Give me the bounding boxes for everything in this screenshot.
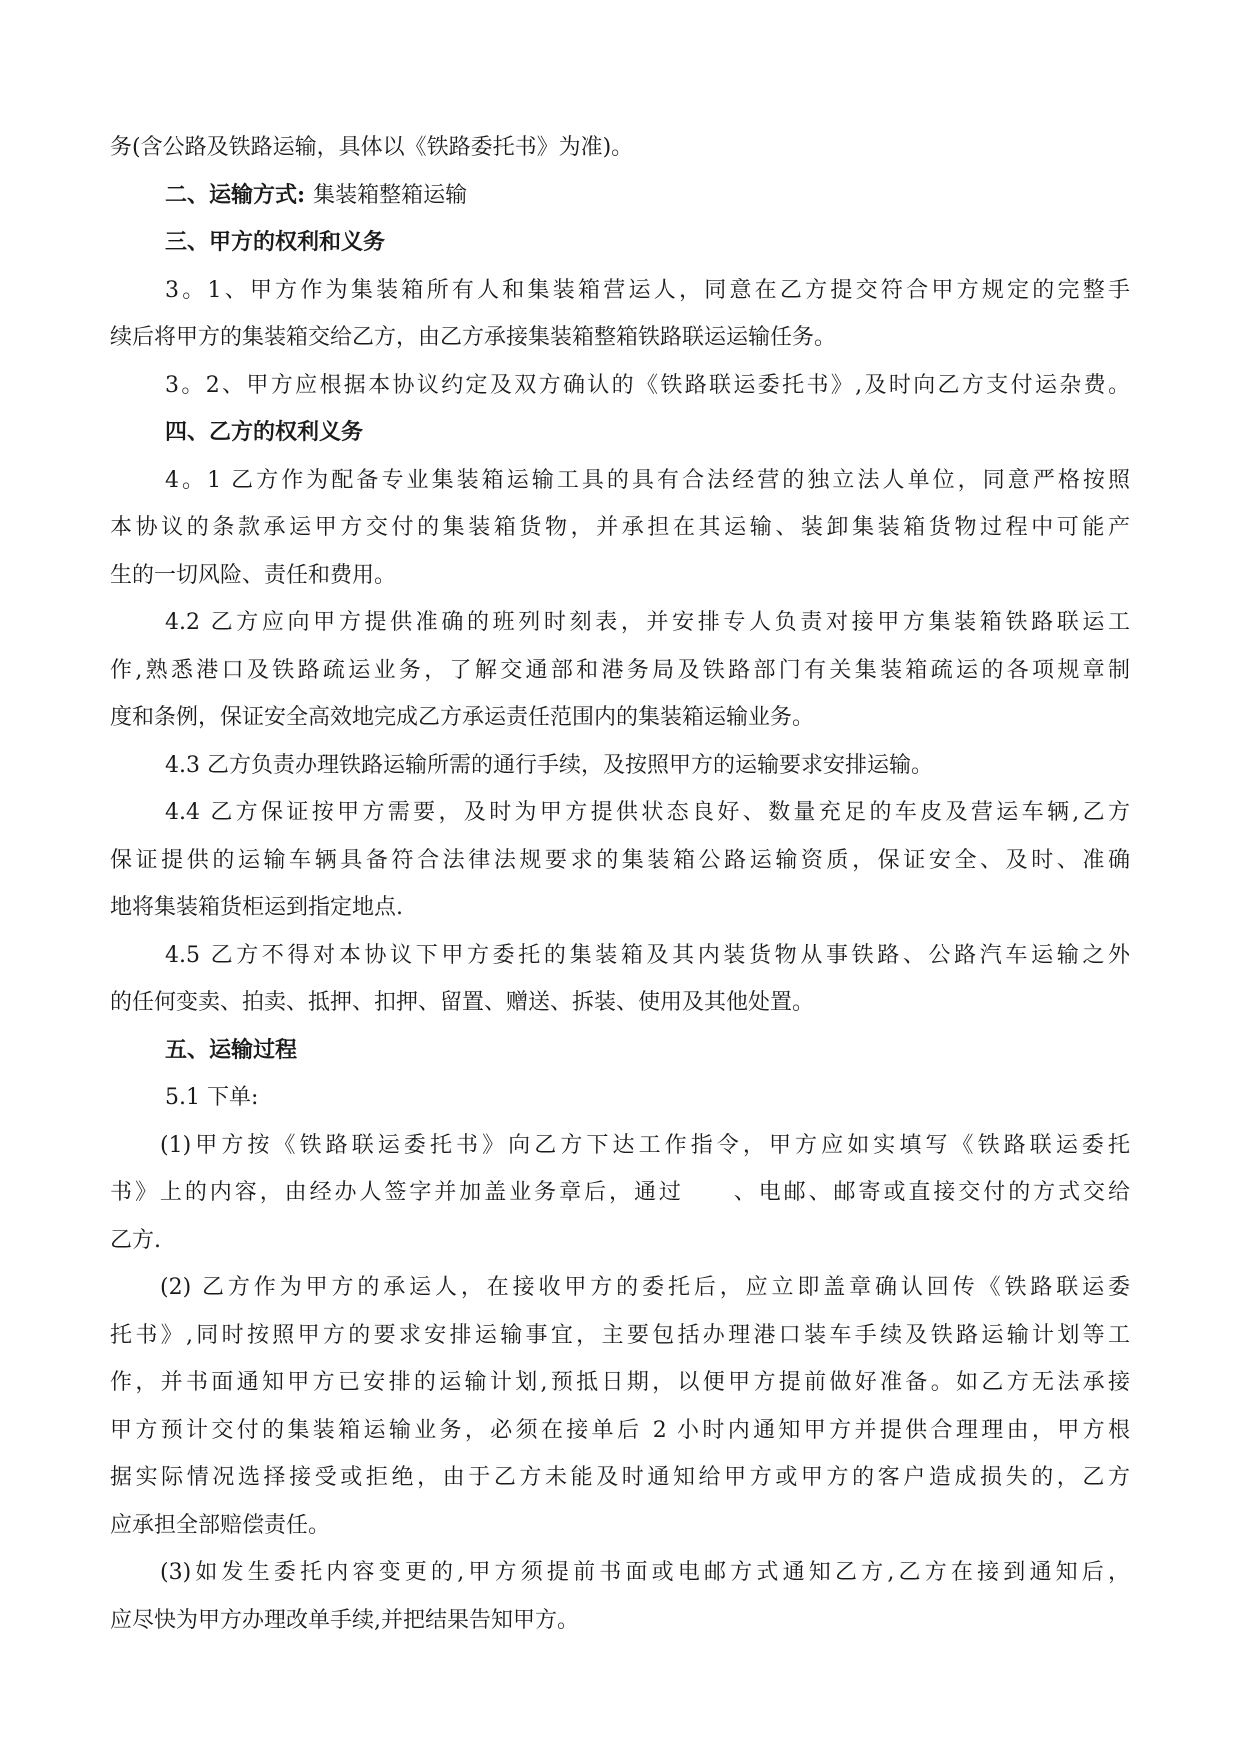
clause-3-2-line: 3。2、甲方应根据本协议约定及双方确认的《铁路联运委托书》,及时向乙方支付运杂费。 <box>165 372 1130 398</box>
item-3-line: 应尽快为甲方办理改单手续,并把结果告知甲方。 <box>110 1607 579 1633</box>
clause-4-2-line: 作,熟悉港口及铁路疏运业务，了解交通部和港务局及铁路部门有关集装箱疏运的各项规章制 <box>110 657 1130 683</box>
item-2-line: 作，并书面通知甲方已安排的运输计划,预抵日期，以便甲方提前做好准备。如乙方无法承接 <box>110 1370 1130 1395</box>
section-2-body: 集装箱整箱运输 <box>313 182 468 208</box>
item-2-line: 应承担全部赔偿责任。 <box>110 1512 331 1538</box>
clause-3-1-line: 续后将甲方的集装箱交给乙方，由乙方承接集装箱整箱铁路联运运输任务。 <box>110 325 837 350</box>
section-2-line <box>110 172 1130 220</box>
clause-4-3-line: 4.3 乙方负责办理铁路运输所需的通行手续，及按照甲方的运输要求安排运输。 <box>165 752 933 778</box>
clause-4-4-line: 保证提供的运输车辆具备符合法律法规要求的集装箱公路运输资质，保证安全、及时、准确 <box>110 847 1130 873</box>
clause-3-1-line: 3。1、甲方作为集装箱所有人和集装箱营运人，同意在乙方提交符合甲方规定的完整手 <box>165 277 1130 303</box>
clause-4-4-line: 地将集装箱货柜运到指定地点. <box>110 895 403 920</box>
clause-4-1-line: 4。1 乙方作为配备专业集装箱运输工具的具有合法经营的独立法人单位，同意严格按照 <box>165 467 1130 493</box>
section-4-heading: 四、乙方的权利义务 <box>165 419 364 445</box>
clause-4-5-line: 的任何变卖、拍卖、抵押、扣押、留置、赠送、拆装、使用及其他处置。 <box>110 990 815 1015</box>
item-1-line: (1)甲方按《铁路联运委托书》向乙方下达工作指令，甲方应如实填写《铁路联运委托 <box>160 1132 1130 1158</box>
item-2-line: 托书》,同时按照甲方的要求安排运输事宜，主要包括办理港口装车手续及铁路运输计划等工 <box>110 1322 1130 1348</box>
section-3-heading: 三、甲方的权利和义务 <box>165 229 386 255</box>
clause-4-2-line: 4.2 乙方应向甲方提供准确的班列时刻表，并安排专人负责对接甲方集装箱铁路联运工 <box>165 610 1130 635</box>
clause-4-4-line: 4.4 乙方保证按甲方需要，及时为甲方提供状态良好、数量充足的车皮及营运车辆,乙方 <box>165 800 1130 825</box>
item-1-line: 书》上的内容，由经办人签字并加盖业务章后，通过 、电邮、邮寄或直接交付的方式交给 <box>110 1180 1130 1205</box>
item-3-line: (3)如发生委托内容变更的,甲方须提前书面或电邮方式通知乙方,乙方在接到通知后， <box>160 1560 1130 1585</box>
clause-4-1-line: 生的一切风险、责任和费用。 <box>110 562 397 588</box>
clause-4-2-line: 度和条例，保证安全高效地完成乙方承运责任范围内的集装箱运输业务。 <box>110 705 815 730</box>
section-5-heading: 五、运输过程 <box>165 1036 298 1063</box>
item-2-line: 据实际情况选择接受或拒绝，由于乙方未能及时通知给甲方或甲方的客户造成损失的，乙方 <box>110 1465 1130 1490</box>
clause-5-1-title: 5.1 下单: <box>165 1085 259 1110</box>
section-2-heading: 二、运输方式: <box>165 181 306 208</box>
item-2-line: (2) 乙方作为甲方的承运人，在接收甲方的委托后，应立即盖章确认回传《铁路联运委 <box>160 1275 1130 1300</box>
intro-tail-line: 务(含公路及铁路运输，具体以《铁路委托书》为准)。 <box>110 135 634 160</box>
item-2-line: 甲方预计交付的集装箱运输业务，必须在接单后 2 小时内通知甲方并提供合理理由，甲方根 <box>110 1417 1130 1443</box>
document-body <box>110 124 1130 1644</box>
clause-4-5-line: 4.5 乙方不得对本协议下甲方委托的集装箱及其内装货物从事铁路、公路汽车运输之外 <box>165 942 1130 968</box>
item-1-line: 乙方. <box>110 1227 161 1253</box>
clause-4-1-line: 本协议的条款承运甲方交付的集装箱货物，并承担在其运输、装卸集装箱货物过程中可能产 <box>110 515 1130 540</box>
